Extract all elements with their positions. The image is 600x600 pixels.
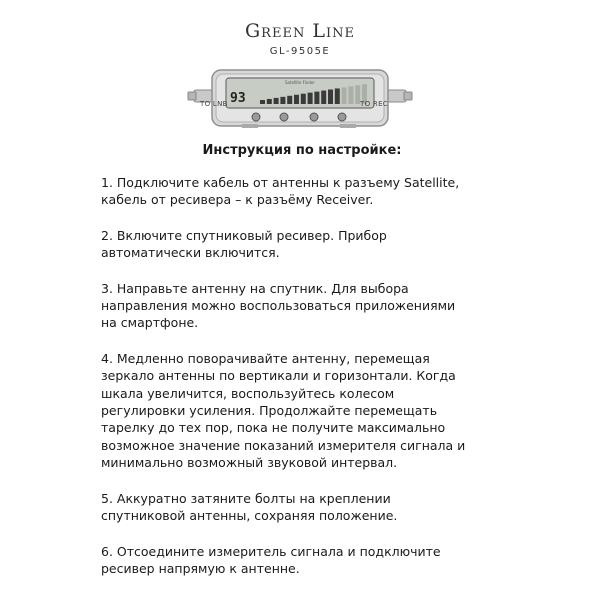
display-reading-text: 93 bbox=[230, 91, 246, 106]
signal-bar bbox=[287, 96, 292, 104]
signal-bar bbox=[308, 93, 313, 104]
signal-bar bbox=[348, 86, 353, 104]
knob-2 bbox=[280, 113, 288, 121]
display-header-text: Satellite Finder bbox=[285, 80, 315, 85]
instructions-section bbox=[101, 143, 521, 595]
port-label-rec: TO REC bbox=[360, 100, 388, 108]
signal-bar bbox=[342, 87, 347, 104]
signal-bar bbox=[260, 100, 265, 104]
signal-bar bbox=[267, 99, 272, 104]
instruction-step-3: 3. Направьте антенну на спутник. Для выбора направления можно воспользоваться приложениями на смартфоне. bbox=[101, 280, 456, 331]
signal-bar bbox=[335, 88, 340, 104]
signal-bar bbox=[321, 91, 326, 104]
knob-1 bbox=[252, 113, 260, 121]
satellite-finder-device bbox=[186, 64, 414, 142]
signal-bar bbox=[280, 97, 285, 104]
brand-logo: Green Line bbox=[245, 20, 355, 42]
knob-4 bbox=[338, 113, 346, 121]
signal-bar bbox=[294, 95, 299, 104]
model-number: GL-9505E bbox=[269, 46, 331, 57]
port-label-lnb: TO LNB bbox=[200, 100, 228, 108]
instruction-step-2: 2. Включите спутниковый ресивер. Прибор автоматически включится. bbox=[101, 227, 387, 261]
instruction-step-4: 4. Медленно поворачивайте антенну, перемещая зеркало антенны по вертикали и горизонтали. Когда шкала увеличится, воспользуйтесь колесом регулировки усиления. Продолжайте перемещать тарелку до тех пор, пока не получите максимально возможное значение показаний измерителя сигнала и минимально возможный звуковой интервал. bbox=[101, 350, 466, 471]
instruction-step-1: 1. Подключите кабель от антенны к разъему Satellite, кабель от ресивера – к разъёму Receiver. bbox=[101, 175, 460, 208]
signal-bar bbox=[301, 94, 306, 104]
signal-bar bbox=[274, 98, 279, 104]
knob-3 bbox=[310, 113, 318, 121]
instruction-step-6: 6. Отсоедините измеритель сигнала и подключите ресивер напрямую к антенне. bbox=[101, 543, 441, 576]
signal-bar bbox=[328, 90, 333, 105]
instruction-step-5: 5. Аккуратно затяните болты на креплении спутниковой антенны, сохраняя положение. bbox=[101, 490, 398, 524]
instructions-heading: Инструкция по настройке: bbox=[202, 143, 402, 158]
signal-bar bbox=[314, 92, 319, 104]
